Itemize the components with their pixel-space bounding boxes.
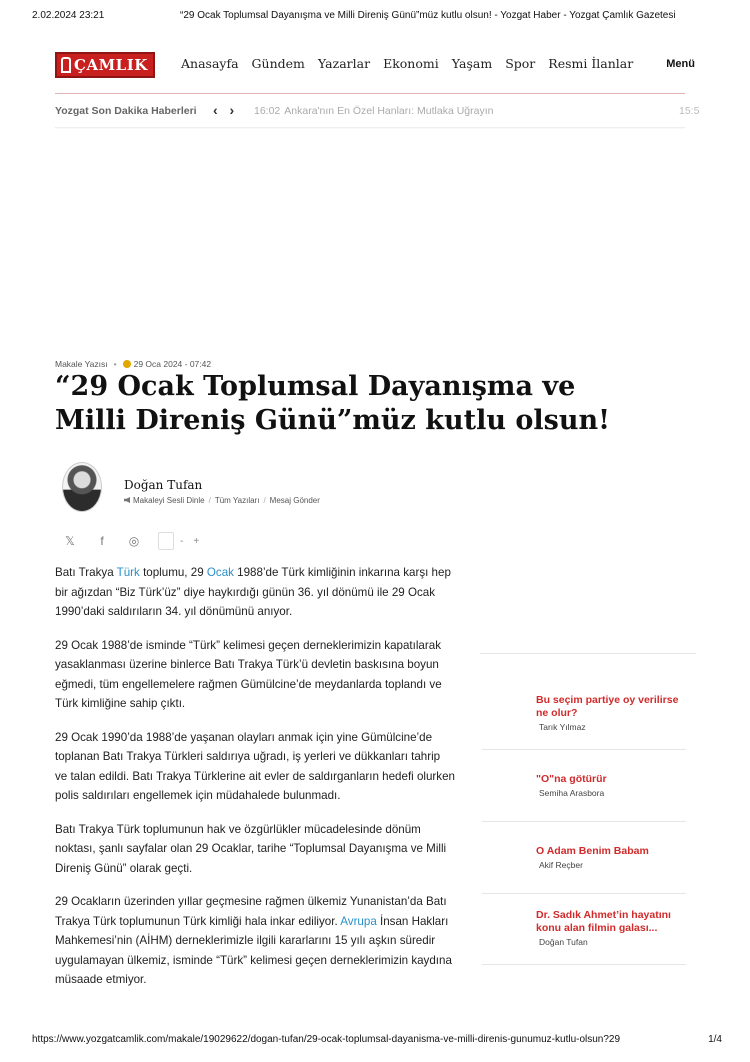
article-paragraph: 29 Ocak 1990’da 1988’de yaşanan olayları anmak için yine Gümülcine’de toplanan Batı Trakya Türkleri saldırıya uğradı, iş yerleri ve dükkanları tahrip ve talan edildi. Batı Trakya Türklerine ait evler de saldırganların hedefi olurken polis saldırıları engellemek için müdahalede bulunmadı.: [55, 730, 455, 802]
all-articles-link[interactable]: Tüm Yazıları: [214, 496, 260, 505]
sidebar-divider: [482, 893, 686, 894]
sidebar-divider: [480, 653, 696, 654]
link-separator: /: [263, 496, 266, 505]
sidebar-divider: [482, 749, 686, 750]
author-avatar[interactable]: [62, 462, 102, 512]
tower-icon: [61, 57, 71, 73]
article-body: [55, 563, 455, 1004]
ticker-item-time: 16:02: [254, 105, 281, 117]
send-message-link[interactable]: Mesaj Gönder: [269, 496, 320, 505]
nav-item-resmi-ilanlar[interactable]: Resmi İlanlar: [548, 56, 634, 71]
article-paragraph: Batı Trakya Türk toplumu, 29 Ocak 1988’de Türk kimliğinin inkarına karşı hep bir ağızdan “Biz Türk’üz” diye haykırdığı günün 36. yıl dönümü ile 29 Ocak 1990’daki saldırıların 34. yıl dönümünü anıyor.: [55, 566, 451, 618]
sidebar-article-author: Tarık Yılmaz: [539, 722, 586, 732]
ticker-item[interactable]: [254, 105, 493, 117]
nav-item-ekonomi[interactable]: Ekonomi: [383, 56, 439, 71]
header-divider: [55, 93, 685, 94]
sidebar-article-title[interactable]: "O"na götürür: [536, 773, 607, 785]
sidebar-article-author: Doğan Tufan: [539, 937, 588, 947]
print-url: https://www.yozgatcamlik.com/makale/19029622/dogan-tufan/29-ocak-toplumsal-dayanisma-ve-milli-direnis-gunumuz-kutlu-olsun?29: [32, 1034, 621, 1045]
sidebar-article[interactable]: [536, 909, 686, 947]
sidebar-article[interactable]: [536, 694, 686, 732]
article-category[interactable]: Makale Yazısı: [55, 359, 108, 369]
facebook-share-icon[interactable]: f: [100, 534, 104, 548]
author-block: [62, 462, 462, 516]
ticker-shadow: [55, 127, 685, 129]
print-header: [0, 0, 750, 34]
meta-separator: •: [113, 359, 117, 369]
sidebar-article-author: Akif Reçber: [539, 860, 583, 870]
whatsapp-share-icon[interactable]: ◎: [128, 534, 140, 548]
print-footer: [32, 1034, 722, 1045]
tag-link[interactable]: Avrupa: [340, 914, 377, 928]
sidebar-article-author: Semiha Arasbora: [539, 788, 605, 798]
menu-button[interactable]: Menü: [666, 58, 695, 70]
print-page-title: “29 Ocak Toplumsal Dayanışma ve Milli Direniş Günü”müz kutlu olsun! - Yozgat Haber - Yozgat Çamlık Gazetesi: [180, 10, 676, 21]
nav-item-yazarlar[interactable]: Yazarlar: [317, 56, 371, 71]
author-links: [124, 496, 320, 505]
sidebar-article-title[interactable]: Bu seçim partiye oy verilirse ne olur?: [536, 694, 679, 719]
x-share-icon[interactable]: 𝕏: [65, 534, 75, 548]
print-datetime: 2.02.2024 23:21: [32, 10, 105, 21]
tag-link[interactable]: Türk: [116, 566, 140, 579]
ticker-item-next[interactable]: 15:5: [679, 105, 700, 117]
navbar: [55, 48, 695, 82]
sidebar-divider: [482, 964, 686, 965]
main-nav: [181, 56, 646, 71]
article-paragraph: 29 Ocak 1988’de isminde “Türk” kelimesi geçen derneklerimizin kapatılarak yasaklanması üzerine binlerce Batı Trakya Türk’ü devletin baskısına boyun eğmedi, tüm engellemelere rağmen Gümülcine’de meydanlarda toplandı ve Türk kimliğine sahip çıktı.: [55, 638, 442, 710]
article-meta: [55, 359, 211, 369]
logo-text: ÇAMLIK: [74, 56, 148, 74]
article-date: 29 Oca 2024 - 07:42: [133, 359, 212, 369]
nav-item-yasam[interactable]: Yaşam: [451, 56, 493, 71]
site-logo[interactable]: [55, 52, 155, 78]
sidebar-article-title[interactable]: O Adam Benim Babam: [536, 845, 649, 857]
sidebar-article[interactable]: [536, 773, 686, 798]
link-separator: /: [208, 496, 211, 505]
nav-item-spor[interactable]: Spor: [505, 56, 536, 71]
ticker-item-text: Ankara'nın En Özel Hanları: Mutlaka Uğrayın: [284, 105, 494, 117]
article-paragraph: Batı Trakya Türk toplumunun hak ve özgürlükler mücadelesinde dönüm noktası, şanlı sayfalar olan 29 Ocaklar, tarihe “Toplumsal Dayanışma ve Milli Direniş Günü” olarak geçti.: [55, 822, 447, 875]
ticker-label: Yozgat Son Dakika Haberleri: [55, 105, 197, 117]
sidebar-divider: [482, 821, 686, 822]
font-size-box[interactable]: [158, 532, 174, 550]
font-increase-button[interactable]: +: [193, 535, 200, 547]
sidebar-article[interactable]: [536, 845, 686, 870]
article-headline: “29 Ocak Toplumsal Dayanışma ve Milli Direniş Günü”müz kutlu olsun!: [55, 371, 610, 436]
nav-item-gundem[interactable]: Gündem: [251, 56, 305, 71]
sidebar-article-title[interactable]: Dr. Sadık Ahmet’in hayatını konu alan filmin galası...: [536, 909, 671, 934]
listen-article-link[interactable]: Makaleyi Sesli Dinle: [133, 496, 205, 505]
article-paragraph: 29 Ocakların üzerinden yıllar geçmesine rağmen ülkemiz Yunanistan’da Batı Trakya Türk toplumunun Türk kimliği hala inkar ediliyor. Avrupa İnsan Hakları Mahkemesi’nin (AİHM) derneklerimizle ilgili kararlarını 15 yılı aşkın süredir uygulamayan ülkemiz, isminde “Türk” kelimesi geçen derneklerimizin kaydına müsaade etmiyor.: [55, 895, 452, 986]
clock-icon: [123, 360, 131, 368]
print-page-number: 1/4: [708, 1034, 722, 1045]
breaking-news-ticker: [55, 102, 700, 123]
author-name[interactable]: Doğan Tufan: [124, 478, 203, 492]
tag-link[interactable]: Ocak: [206, 566, 234, 579]
speaker-icon: [124, 497, 130, 503]
ticker-arrows-icon[interactable]: ‹ ›: [213, 102, 239, 118]
share-toolbar: [62, 532, 209, 550]
font-decrease-button[interactable]: -: [180, 535, 184, 547]
nav-item-anasayfa[interactable]: Anasayfa: [181, 56, 239, 71]
